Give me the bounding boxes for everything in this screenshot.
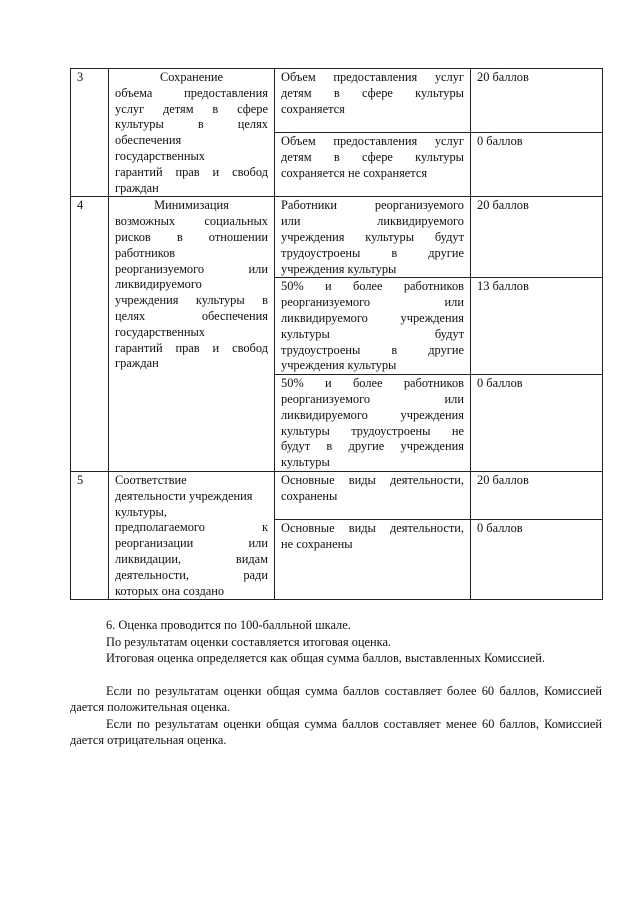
table-row (71, 471, 603, 519)
table-row (71, 69, 603, 133)
paragraph-positive: Если по результатам оценки общая сумма баллов составляет более 60 баллов, Комиссией дается положительная оценка. (70, 684, 602, 714)
score-cell: 0 баллов (471, 375, 603, 472)
criterion-description: Минимизация возможных социальных рисков в отношении работников реорганизуемого или ликвидируемого учреждения культуры в целях обеспечения государственных гарантий прав и свобод граждан (109, 197, 275, 472)
score-cell: 0 баллов (471, 520, 603, 600)
condition-cell: Объем предоставления услуг детям в сфере культуры сохраняется (275, 69, 471, 133)
condition-cell: Основные виды деятельности, не сохранены (275, 520, 471, 600)
score-cell: 20 баллов (471, 69, 603, 133)
criterion-number: 5 (71, 471, 109, 599)
condition-cell: 50% и более работников реорганизуемого или ликвидируемого учреждения культуры трудоустроены не будут в другие учреждения культуры (275, 375, 471, 472)
criterion-number: 3 (71, 69, 109, 197)
condition-cell: Объем предоставления услуг детям в сфере культуры сохраняется не сохраняется (275, 133, 471, 197)
condition-cell: 50% и более работников реорганизуемого или ликвидируемого учреждения культуры будут трудоустроены в другие учреждения культуры (275, 278, 471, 375)
paragraph-total-sum: Итоговая оценка определяется как общая сумма баллов, выставленных Комиссией. (106, 651, 545, 665)
table-row (71, 197, 603, 278)
paragraph-negative: Если по результатам оценки общая сумма баллов составляет менее 60 баллов, Комиссией дается отрицательная оценка. (70, 717, 602, 747)
criteria-table (70, 68, 603, 600)
condition-cell: Основные виды деятельности, сохранены (275, 471, 471, 519)
score-cell: 13 баллов (471, 278, 603, 375)
score-cell: 0 баллов (471, 133, 603, 197)
condition-cell: Работники реорганизуемого или ликвидируемого учреждения культуры будут трудоустроены в другие учреждения культуры (275, 197, 471, 278)
paragraph-final-score: По результатам оценки составляется итоговая оценка. (106, 635, 392, 649)
criterion-description: Сохранение объема предоставления услуг детям в сфере культуры в целях обеспечения государственных гарантий прав и свобод граждан (109, 69, 275, 197)
criterion-number: 4 (71, 197, 109, 472)
paragraph-scale: 6. Оценка проводится по 100-балльной шкале. (106, 618, 351, 632)
score-cell: 20 баллов (471, 197, 603, 278)
criterion-description: Соответствие деятельности учреждения культуры, предполагаемого к реорганизации или ликвидации, видам деятельности, ради которых она создано (109, 471, 275, 599)
score-cell: 20 баллов (471, 471, 603, 519)
